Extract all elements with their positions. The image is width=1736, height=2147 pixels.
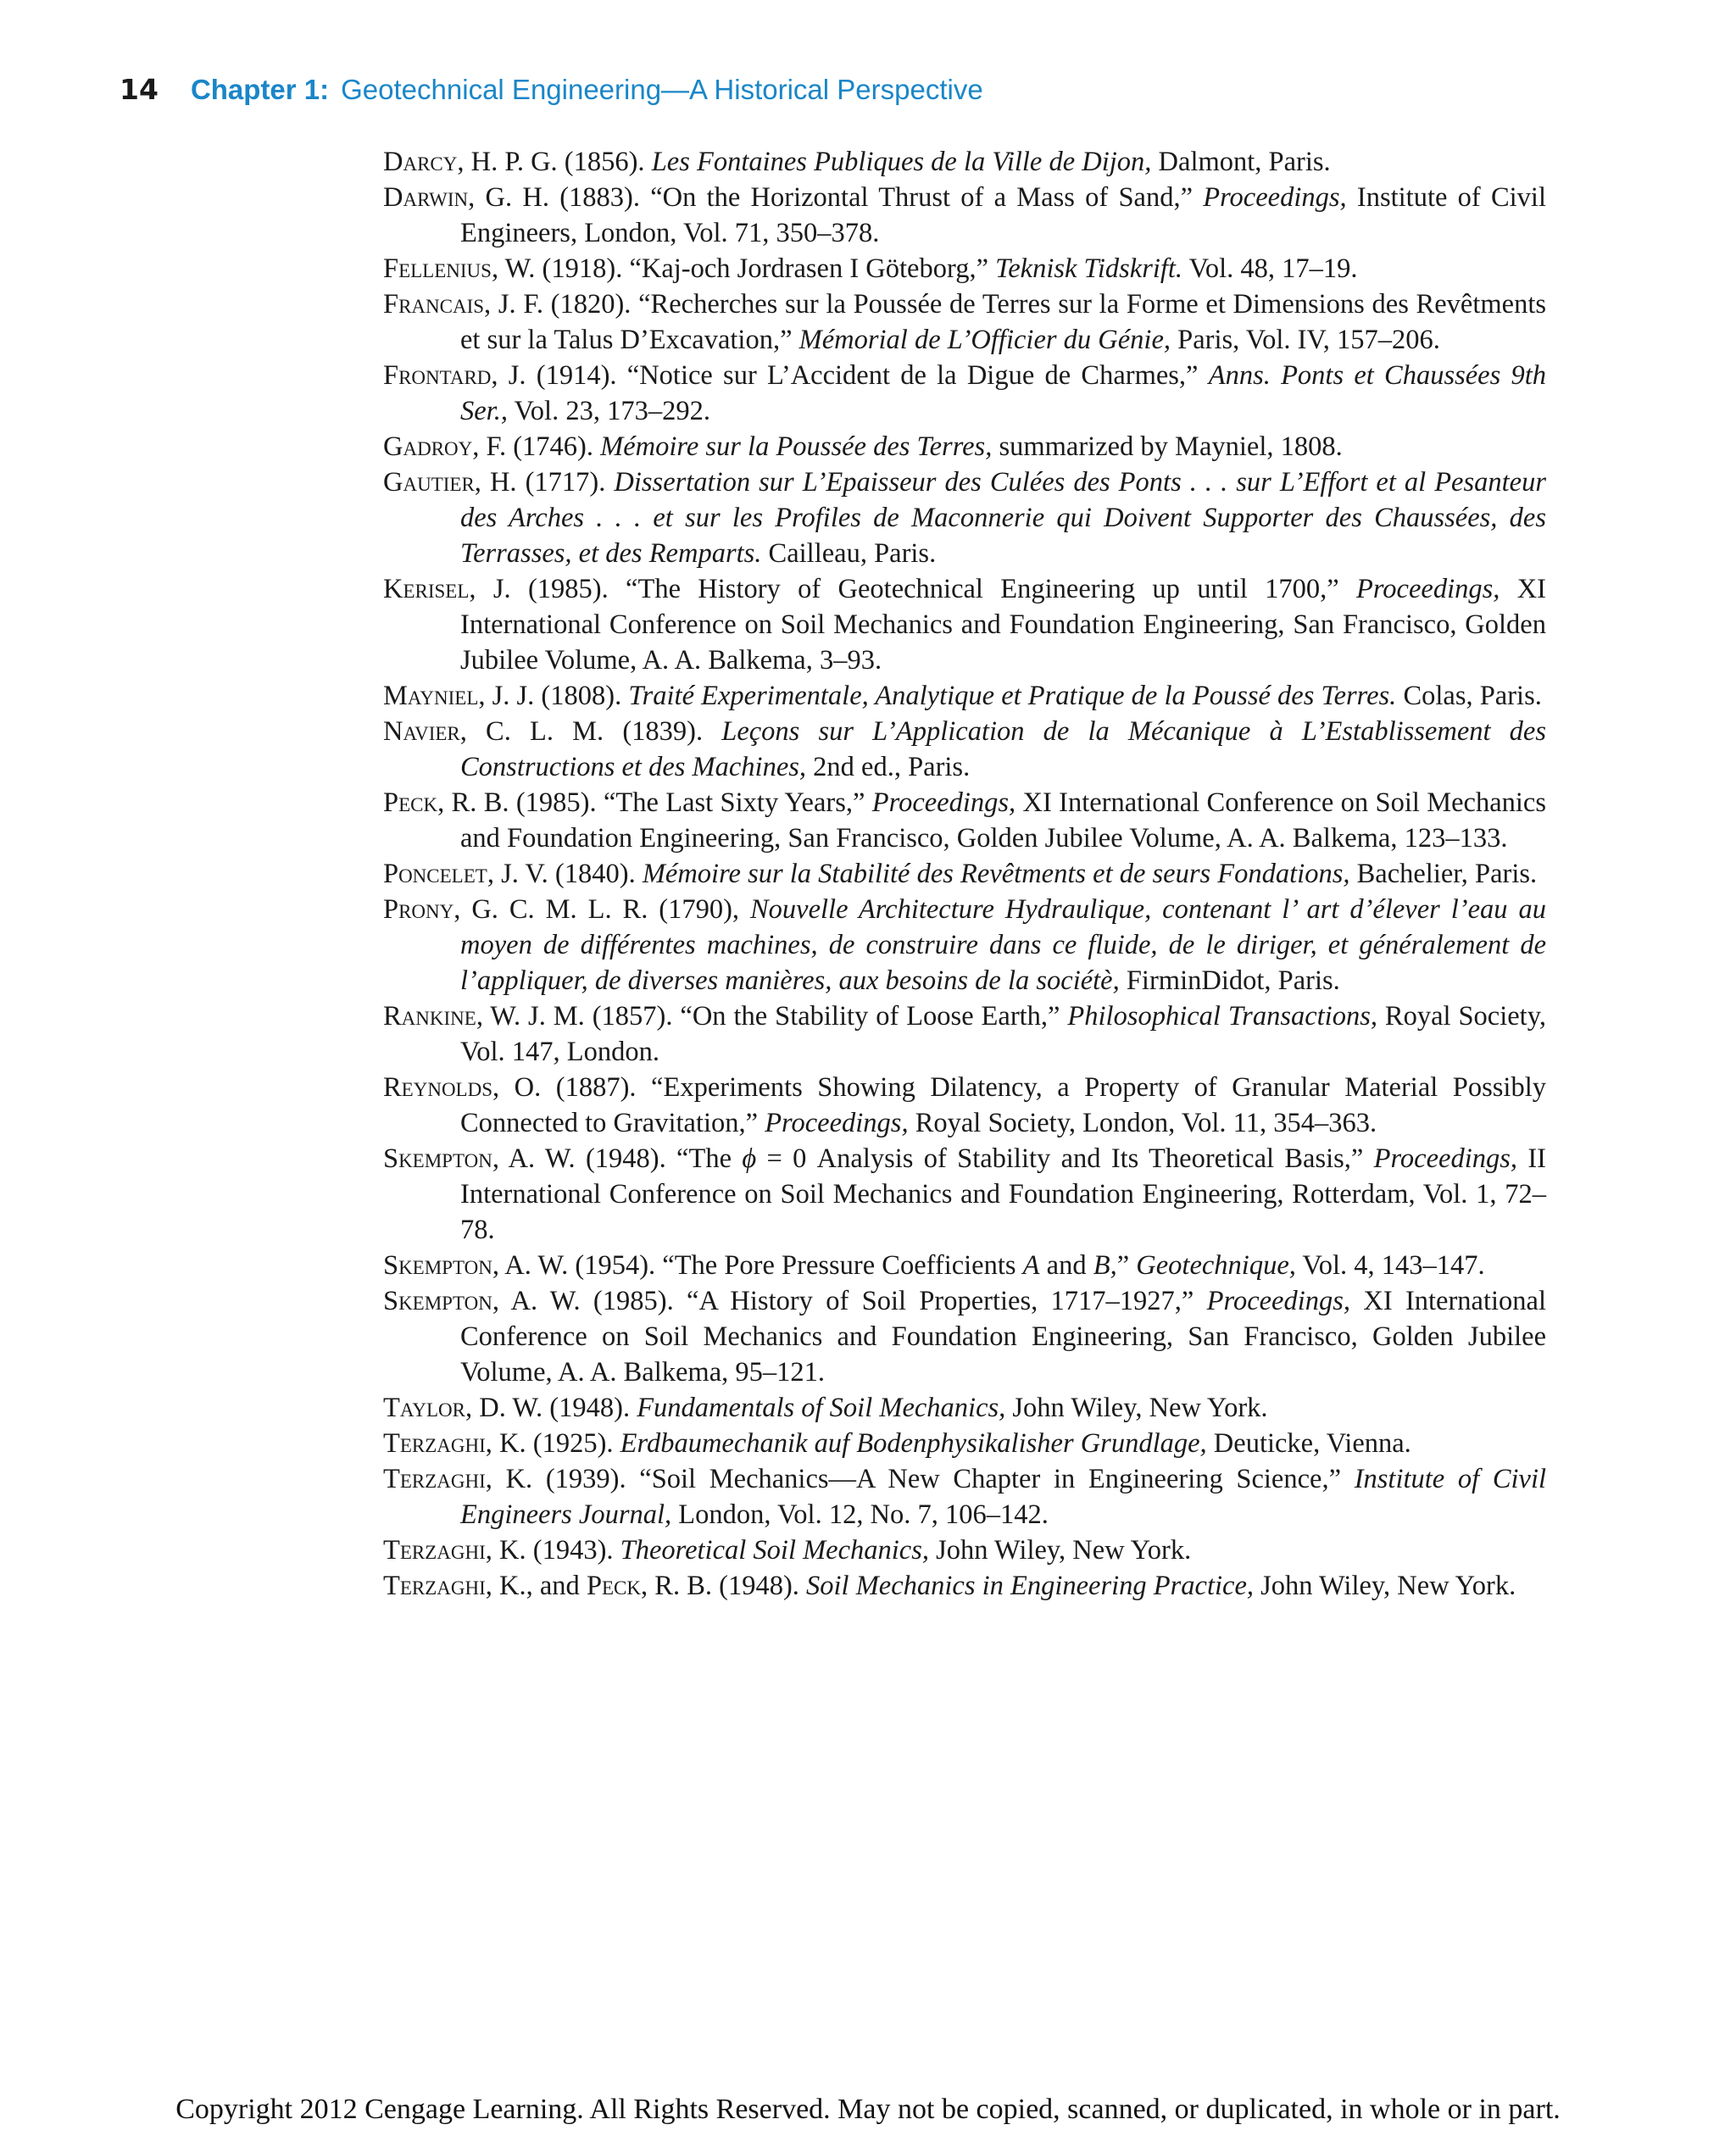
reference-author: Darwin (383, 182, 469, 213)
reference-author: Darcy (383, 147, 458, 177)
reference-text: ” (1116, 1250, 1137, 1281)
reference-entry (383, 1141, 1546, 1248)
reference-text: XI International Conference on Soil Mechanics and Foundation Engineering, San Francisco, Golden Jubilee Volume, A. A. Balkema, 3–93. (460, 574, 1547, 676)
reference-author: Terzaghi (383, 1535, 486, 1566)
reference-author: Navier (383, 716, 460, 747)
reference-title: Proceedings, (871, 787, 1016, 818)
reference-entry (383, 1461, 1546, 1532)
reference-title: Proceedings, (765, 1108, 909, 1138)
reference-title: Fundamentals of Soil Mechanics, (637, 1393, 1006, 1423)
reference-text: , K., and (485, 1571, 587, 1601)
reference-author: Rankine (383, 1001, 476, 1032)
reference-text: , R. B. (1985). “The Last Sixty Years,” (437, 787, 872, 818)
reference-text: , J. (1914). “Notice sur L’Accident de la Digue de Charmes,” (491, 360, 1209, 391)
reference-text: II International Conference on Soil Mechanics and Foundation Engineering, Rotterdam, Vol. 1, 72–78. (460, 1143, 1546, 1245)
reference-title: Leçons sur L’Application de la Mécanique à L’Establissement des Constructions et des Machines, (460, 716, 1546, 782)
reference-text: London, Vol. 12, No. 7, 106–142. (671, 1499, 1049, 1530)
reference-entry (383, 1568, 1546, 1604)
reference-author: Frontard (383, 360, 492, 391)
reference-author: Reynolds (383, 1072, 493, 1103)
reference-title: Traité Experimentale, Analytique et Pratique de la Poussé des Terres. (628, 681, 1397, 711)
reference-text: , J. F. (1820). “Recherches sur la Poussée de Terres sur la Forme et Dimensions des Revêtments et sur la Talus D’Excavation,” (460, 289, 1546, 355)
reference-text: Institute of Civil Engineers, London, Vol. 71, 350–378. (460, 182, 1546, 248)
reference-text: , A. W. (1948). “The (492, 1143, 743, 1174)
copyright-footer: Copyright 2012 Cengage Learning. All Rights Reserved. May not be copied, scanned, or duplicated, in whole or in part. (175, 2094, 1561, 2125)
reference-author: Mayniel (383, 681, 479, 711)
reference-title: Teknisk Tidskrift. (995, 253, 1183, 284)
reference-title: Proceedings, (1356, 574, 1500, 604)
reference-text: Paris, Vol. IV, 157–206. (1171, 325, 1440, 355)
reference-text: , F. (1746). (472, 431, 601, 462)
reference-text: , W. J. M. (1857). “On the Stability of Loose Earth,” (476, 1001, 1068, 1032)
reference-title: Mémoire sur la Stabilité des Revêtments et de seurs Fondations, (642, 859, 1350, 889)
reference-text: , W. (1918). “Kaj-och Jordrasen I Göteborg,” (491, 253, 996, 284)
reference-text: , A. W. (1954). “The Pore Pressure Coefficients (492, 1250, 1023, 1281)
reference-text: John Wiley, New York. (929, 1535, 1192, 1566)
reference-entry (383, 998, 1546, 1070)
reference-text: Dalmont, Paris. (1151, 147, 1331, 177)
reference-entry (383, 144, 1546, 180)
reference-author: Peck (383, 787, 438, 818)
reference-text: , R. B. (1948). (641, 1571, 807, 1601)
reference-text: , K. (1925). (485, 1428, 620, 1459)
reference-text: , H. (1717). (474, 467, 615, 498)
reference-author: Kerisel (383, 574, 470, 604)
reference-coauthor: Peck (586, 1571, 642, 1601)
reference-text: , G. H. (1883). “On the Horizontal Thrust of a Mass of Sand,” (468, 182, 1204, 213)
reference-author: Terzaghi (383, 1464, 486, 1494)
reference-title: Proceedings, (1373, 1143, 1518, 1174)
reference-title: Les Fontaines Publiques de la Ville de Dijon, (651, 147, 1152, 177)
reference-entry (383, 892, 1546, 998)
reference-text: Vol. 4, 143–147. (1295, 1250, 1485, 1281)
reference-text: , H. P. G. (1856). (457, 147, 652, 177)
reference-text: , G. C. M. L. R. (1790), (453, 894, 750, 925)
reference-entry (383, 251, 1546, 286)
reference-author: Taylor (383, 1393, 465, 1423)
reference-text: Colas, Paris. (1396, 681, 1542, 711)
reference-title: Anns. Ponts et Chaussées 9th Ser., (460, 360, 1547, 426)
reference-entry (383, 785, 1546, 856)
reference-title: Theoretical Soil Mechanics, (620, 1535, 929, 1566)
reference-entry (383, 1248, 1546, 1283)
reference-entry (383, 1070, 1546, 1141)
reference-entry (383, 1390, 1546, 1426)
reference-title: Soil Mechanics in Engineering Practice, (806, 1571, 1254, 1601)
reference-text: FirminDidot, Paris. (1119, 965, 1340, 996)
reference-text: , C. L. M. (1839). (459, 716, 722, 747)
reference-title: ϕ (742, 1143, 757, 1174)
reference-text: , J. J. (1808). (478, 681, 629, 711)
reference-text: , K. (1943). (485, 1535, 620, 1566)
reference-text: , K. (1939). “Soil Mechanics—A New Chapter in Engineering Science,” (485, 1464, 1355, 1494)
reference-text: 2nd ed., Paris. (806, 752, 971, 782)
reference-title: A (1022, 1250, 1040, 1281)
reference-text: , O. (1887). “Experiments Showing Dilatency, a Property of Granular Material Possibly Connected to Gravitation,” (460, 1072, 1546, 1138)
page-number: 14 (120, 73, 159, 106)
reference-author: Fellenius (383, 253, 492, 284)
reference-author: Francais (383, 289, 485, 320)
chapter-title: Geotechnical Engineering—A Historical Perspective (341, 74, 983, 105)
reference-text: , J. V. (1840). (487, 859, 643, 889)
reference-entry (383, 358, 1546, 429)
reference-text: Deuticke, Vienna. (1206, 1428, 1411, 1459)
reference-entry (383, 1283, 1546, 1390)
reference-text: XI International Conference on Soil Mechanics and Foundation Engineering, San Francisco, Golden Jubilee Volume, A. A. Balkema, 123–133. (460, 787, 1546, 854)
reference-entry (383, 714, 1546, 785)
chapter-label: Chapter 1: (190, 74, 330, 105)
reference-title: Proceedings, (1206, 1286, 1351, 1316)
reference-entry (383, 286, 1546, 358)
reference-title: Philosophical Transactions, (1067, 1001, 1377, 1032)
reference-text: = 0 Analysis of Stability and Its Theoretical Basis,” (756, 1143, 1374, 1174)
reference-text: Bachelier, Paris. (1349, 859, 1538, 889)
reference-text: Royal Society, London, Vol. 11, 354–363. (908, 1108, 1377, 1138)
reference-author: Terzaghi (383, 1428, 486, 1459)
reference-title: Nouvelle Architecture Hydraulique, contenant l’ art d’élever l’eau au moyen de différentes machines, de construire dans ce fluide, de le diriger, et généralement de l’appliquer, de diverses manières, aux besoins de la sociétè, (460, 894, 1546, 996)
reference-title: Dissertation sur L’Epaisseur des Culées des Ponts . . . sur L’Effort et al Pesanteur des Arches . . . et sur les Profiles de Maconnerie qui Doivent Supporter des Chaussées, des Terrasses, et des Remparts. (460, 467, 1546, 569)
reference-author: Poncelet (383, 859, 487, 889)
reference-text: and (1039, 1250, 1093, 1281)
reference-author: Skempton (383, 1286, 492, 1316)
reference-author: Skempton (383, 1143, 492, 1174)
reference-author: Gautier (383, 467, 475, 498)
reference-entry (383, 429, 1546, 464)
reference-title: Mémorial de L’Officier du Génie, (798, 325, 1171, 355)
reference-title: Geotechnique, (1136, 1250, 1296, 1281)
reference-text: summarized by Mayniel, 1808. (992, 431, 1343, 462)
running-header (120, 73, 983, 115)
reference-entry (383, 571, 1546, 678)
reference-title: Erdbaumechanik auf Bodenphysikalisher Grundlage, (620, 1428, 1207, 1459)
reference-entry (383, 1532, 1546, 1568)
reference-author: Prony (383, 894, 454, 925)
reference-text: , A. W. (1985). “A History of Soil Properties, 1717–1927,” (492, 1286, 1207, 1316)
reference-text: , J. (1985). “The History of Geotechnical Engineering up until 1700,” (469, 574, 1357, 604)
reference-entry (383, 856, 1546, 892)
reference-text: John Wiley, New York. (1005, 1393, 1268, 1423)
reference-title: Proceedings, (1203, 182, 1347, 213)
reference-title: B, (1093, 1250, 1117, 1281)
reference-text: John Wiley, New York. (1254, 1571, 1516, 1601)
reference-text: Vol. 48, 17–19. (1182, 253, 1358, 284)
reference-author: Skempton (383, 1250, 492, 1281)
reference-author: Gadroy (383, 431, 473, 462)
reference-list (383, 144, 1546, 1604)
reference-entry (383, 180, 1546, 251)
reference-entry (383, 678, 1546, 714)
reference-text: Vol. 23, 173–292. (507, 396, 710, 426)
reference-entry (383, 464, 1546, 571)
reference-entry (383, 1426, 1546, 1461)
reference-title: Mémoire sur la Poussée des Terres, (600, 431, 993, 462)
reference-text: Cailleau, Paris. (761, 538, 937, 569)
reference-author: Terzaghi (383, 1571, 486, 1601)
reference-text: Royal Society, Vol. 147, London. (460, 1001, 1546, 1067)
reference-text: XI International Conference on Soil Mechanics and Foundation Engineering, San Francisco, Golden Jubilee Volume, A. A. Balkema, 95–121. (460, 1286, 1546, 1388)
reference-text: , D. W. (1948). (465, 1393, 637, 1423)
reference-title: Institute of Civil Engineers Journal, (460, 1464, 1547, 1530)
